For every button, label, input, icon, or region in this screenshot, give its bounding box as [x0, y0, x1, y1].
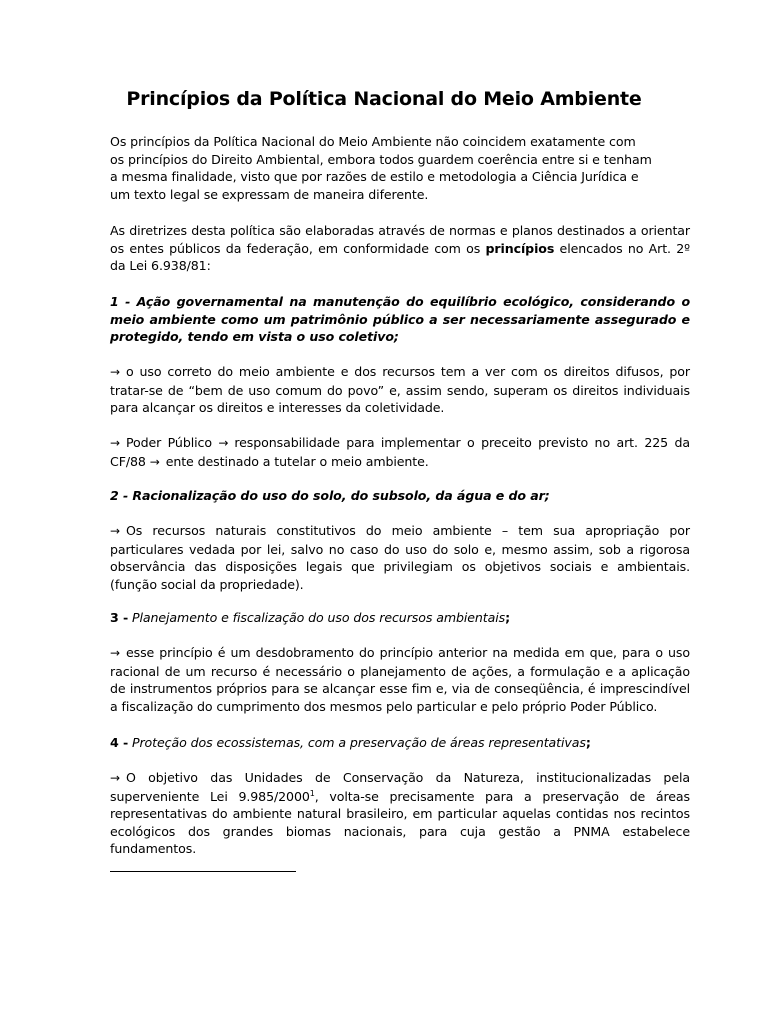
intro-line: os princípios do Direito Ambiental, embora todos guardem coerência entre si e tenham [110, 151, 652, 167]
guidelines-text: As diretrizes desta política são elaboradas através de normas e planos destinados a orientar os entes públicos da federação, em conformidade com os [110, 223, 690, 256]
principle-2-note [110, 522, 690, 593]
footnote-marker: 1 [309, 788, 315, 798]
intro-line: um texto legal se expressam de maneira diferente. [110, 186, 429, 202]
principle-3-heading [110, 609, 690, 627]
arrow-icon: → [110, 771, 120, 785]
principle-1-note-1-text: o uso correto do meio ambiente e dos recursos tem a ver com os direitos difusos, por tratar-se de “bem de uso comum do povo” e, assim sendo, superam os direitos individuais para alcançar os direitos e interesses da coletividade. [110, 364, 690, 416]
principle-3-note [110, 644, 690, 715]
principle-1-heading [110, 293, 690, 346]
principle-3-title: Planejamento e fiscalização do uso dos recursos ambientais [128, 610, 506, 625]
principle-4-note-text-a: O objetivo das Unidades de Conservação da Natureza, institucionalizadas pela superveniente Lei 9.985/2000 [110, 770, 690, 804]
guidelines-paragraph [110, 222, 690, 275]
guidelines-bold: princípios [485, 240, 555, 256]
principle-2-heading [110, 487, 690, 505]
principle-3-tail: ; [505, 610, 511, 625]
principle-4-title: Proteção dos ecossistemas, com a preservação de áreas representativas [128, 735, 586, 750]
principle-4-note [110, 769, 690, 858]
principle-4-number: 4 - [110, 735, 129, 750]
arrow-icon: → [110, 524, 120, 538]
principle-1-note-2 [110, 434, 690, 471]
principle-2-title: Racionalização do uso do solo, do subsolo, da água e do ar; [128, 488, 550, 503]
arrow-icon: → [110, 436, 120, 450]
principle-3-note-text: esse princípio é um desdobramento do princípio anterior na medida em que, para o uso racional de um recurso é necessário o planejamento de ações, a formulação e a aplicação de instrumentos próprios para se alcançar esse fim e, via de conseqüência, é imprescindível a fiscalização do cumprimento dos mesmos pelo particular e pelo próprio Poder Público. [110, 645, 690, 714]
principle-1-note-1 [110, 363, 690, 417]
principle-1-number: 1 - [110, 294, 131, 309]
page-title: Princípios da Política Nacional do Meio Ambiente [126, 88, 642, 110]
principle-1-note-2-b: responsabilidade para implementar o preceito previsto no art. 225 da CF/88 [110, 435, 690, 469]
principle-1-note-2-a: Poder Público [125, 435, 212, 450]
principle-3-number: 3 - [110, 610, 129, 625]
principle-1-note-2-c: ente destinado a tutelar o meio ambiente. [165, 453, 429, 469]
arrow-icon: → [110, 646, 120, 660]
arrow-icon: → [218, 436, 229, 450]
principle-1-title: Ação governamental na manutenção do equilíbrio ecológico, considerando o meio ambiente como um patrimônio público a ser necessariamente assegurado e protegido, tendo em vista o uso coletivo; [110, 294, 690, 345]
principle-2-number: 2 - [110, 488, 129, 503]
intro-paragraph [110, 133, 690, 203]
principle-4-note-text-b: , volta-se precisamente para a preservação de áreas representativas do ambiente natural brasileiro, em particular aquelas contidas nos recintos ecológicos dos grandes biomas nacionais, para cuja gestão a PNMA estabelece fundamentos. [110, 788, 690, 857]
footnote-separator [110, 871, 296, 872]
principle-4-heading [110, 734, 690, 752]
principle-2-note-text: Os recursos naturais constitutivos do meio ambiente – tem sua apropriação por particulares vedada por lei, salvo no caso do uso do solo e, mesmo assim, sob a rigorosa observância das disposições legais que privilegiam os objetivos sociais e ambientais. (função social da propriedade). [110, 523, 690, 592]
arrow-icon: → [149, 454, 160, 469]
principle-4-tail: ; [585, 735, 591, 750]
intro-line: Os princípios da Política Nacional do Meio Ambiente não coincidem exatamente com [110, 134, 636, 149]
arrow-icon: → [110, 365, 120, 379]
guidelines-text-end: elencados no Art. 2º da Lei 6.938/81: [110, 240, 690, 274]
intro-line: a mesma finalidade, visto que por razões de estilo e metodologia a Ciência Jurídica e [110, 169, 639, 185]
